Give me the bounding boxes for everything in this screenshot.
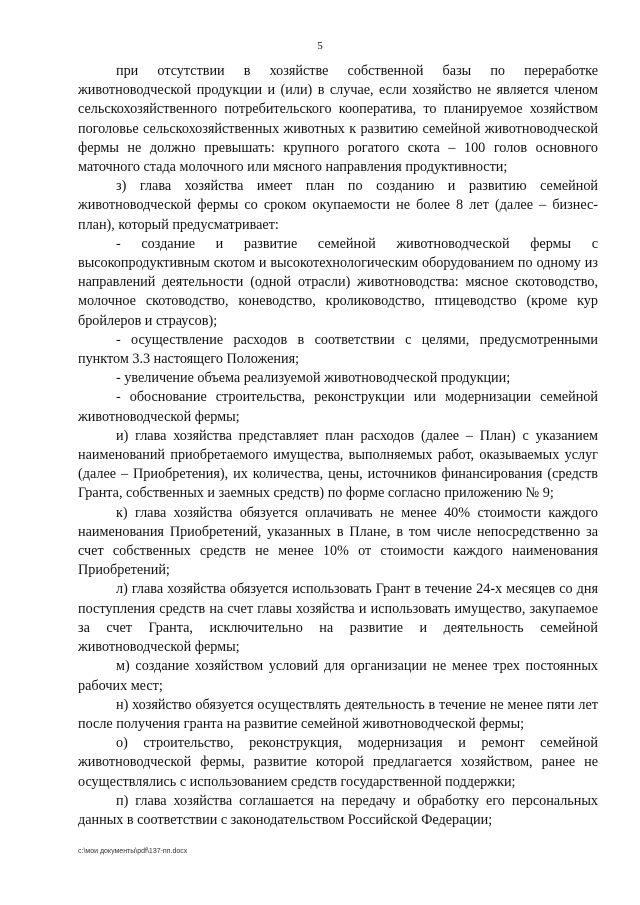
paragraph-bullet-farm-creation: - создание и развитие семейной животноводческой фермы с высокопродуктивным скотом и высокотехнологическим оборудованием по одному из направлений деятельности (одной отрасли) животноводства: мясное скотоводство, молочное скотоводство, коневодство, кролиководство, птицеводство (кроме кур бройлеров и страусов); <box>78 235 598 329</box>
paragraph-l-grant-usage: л) глава хозяйства обязуется использовать Грант в течение 24-х месяцев со дня поступления средств на счет главы хозяйства и использовать имущество, закупаемое за счет Гранта, исключительно на развитие и деятельность семейной животноводческой фермы; <box>78 581 598 656</box>
paragraph-bullet-expenses: - осуществление расходов в соответствии с целями, предусмотренными пунктом 3.3 настоящего Положения; <box>78 331 598 368</box>
paragraph-bullet-sales-increase: - увеличение объема реализуемой животноводческой продукции; <box>116 370 511 387</box>
paragraph-p-personal-data: п) глава хозяйства соглашается на передачу и обработку его персональных данных в соответствии с законодательством Российской Федерации; <box>78 792 598 828</box>
footer-file-path: c:\мои документы\pdf\137-пп.docx <box>78 848 188 855</box>
paragraph-n-activity-period: н) хозяйство обязуется осуществлять деятельность в течение не менее пяти лет после получения гранта на развитие семейной животноводческой фермы; <box>78 696 598 732</box>
paragraph-z-business-plan: з) глава хозяйства имеет план по созданию и развитию семейной животноводческой фермы со сроком окупаемости не более 8 лет (далее – бизнес-план), который предусматривает: <box>78 178 598 233</box>
paragraph-o-no-prior-support: о) строительство, реконструкция, модернизация и ремонт семейной животноводческой фермы, развитие которой предлагается хозяйством, ранее не осуществлялись с использованием средств государственной поддержки; <box>78 735 598 790</box>
document-body <box>78 62 598 830</box>
paragraph-m-workplaces: м) создание хозяйством условий для организации не менее трех постоянных рабочих мест; <box>78 658 598 694</box>
paragraph-bullet-construction: - обоснование строительства, реконструкции или модернизации семейной животноводческой фермы; <box>78 389 598 425</box>
paragraph-k-payment: к) глава хозяйства обязуется оплачивать не менее 40% стоимости каждого наименования Приобретений, указанных в Плане, в том числе непосредственно за счет собственных средств не менее 10% от стоимости каждого наименования Приобретений; <box>78 504 598 579</box>
page-number: 5 <box>317 40 323 52</box>
paragraph-i-expense-plan: и) глава хозяйства представляет план расходов (далее – План) с указанием наименований приобретаемого имущества, выполняемых работ, оказываемых услуг (далее – Приобретения), их количества, цены, источников финансирования (средств Гранта, собственных и заемных средств) по форме согласно приложению № 9; <box>78 427 598 502</box>
paragraph-livestock-limit: при отсутствии в хозяйстве собственной базы по переработке животноводческой продукции и (или) в случае, если хозяйство не является членом сельскохозяйственного потребительского кооператива, то планируемое хозяйством поголовье сельскохозяйственных животных к развитию семейной животноводческой фермы не должно превышать: крупного рогатого скота – 100 голов основного маточного стада молочного или мясного направления продуктивности; <box>78 63 598 176</box>
